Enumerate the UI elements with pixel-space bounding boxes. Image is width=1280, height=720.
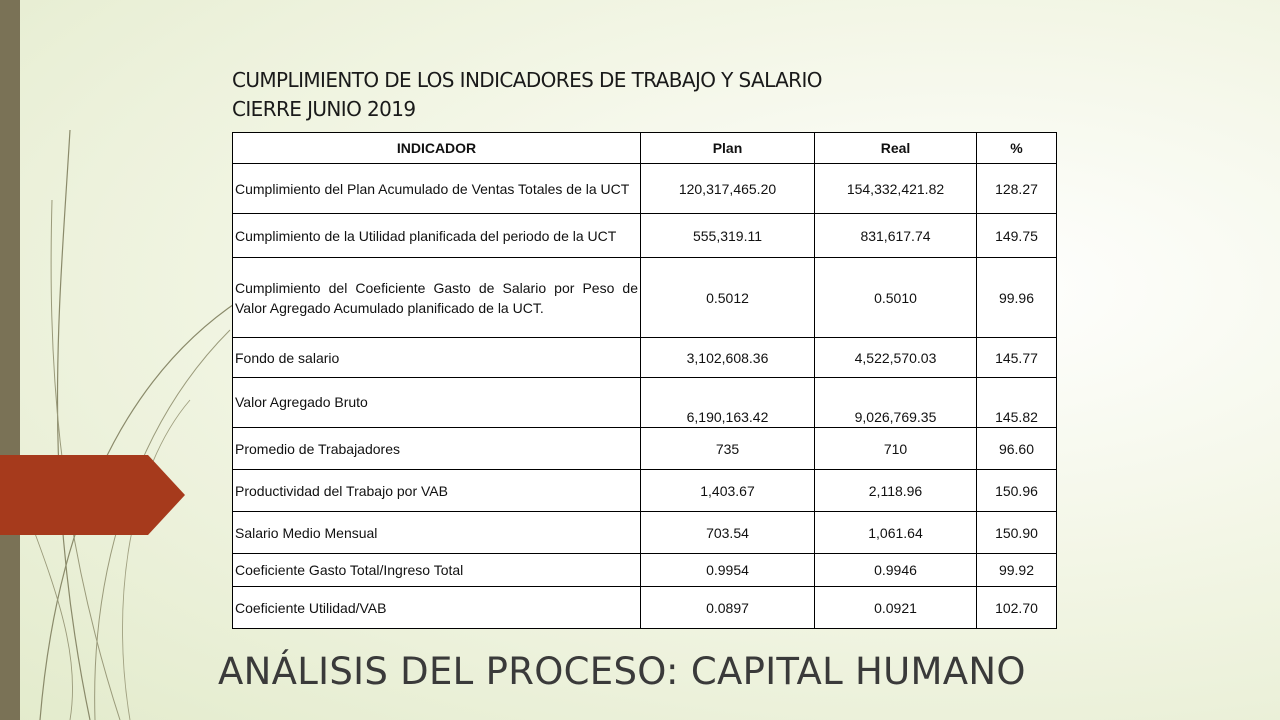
cell-indicador: Salario Medio Mensual [233,512,641,554]
table-row [233,512,1057,554]
cell-real: 831,617.74 [815,214,977,258]
cell-plan: 6,190,163.42 [641,378,815,428]
table-row [233,164,1057,214]
cell-percent: 149.75 [977,214,1057,258]
table-header-row [233,133,1057,164]
col-header-plan: Plan [641,133,815,164]
indicators-table [232,132,1057,629]
cell-indicador: Fondo de salario [233,338,641,378]
cell-real: 2,118.96 [815,470,977,512]
cell-plan: 3,102,608.36 [641,338,815,378]
cell-indicador: Coeficiente Utilidad/VAB [233,587,641,629]
cell-indicador: Valor Agregado Bruto [233,378,641,428]
cell-percent: 145.82 [977,378,1057,428]
header-subtitle: CIERRE JUNIO 2019 [232,97,416,121]
slide-header [232,66,822,124]
cell-plan: 1,403.67 [641,470,815,512]
table-row [233,378,1057,428]
table-row [233,214,1057,258]
cell-plan: 735 [641,428,815,470]
cell-percent: 145.77 [977,338,1057,378]
cell-percent: 99.96 [977,258,1057,338]
cell-percent: 128.27 [977,164,1057,214]
cell-percent: 99.92 [977,554,1057,587]
table-row [233,428,1057,470]
cell-plan: 703.54 [641,512,815,554]
cell-indicador: Coeficiente Gasto Total/Ingreso Total [233,554,641,587]
table-row [233,258,1057,338]
cell-indicador: Cumplimiento de la Utilidad planificada del periodo de la UCT [233,214,641,258]
cell-plan: 120,317,465.20 [641,164,815,214]
cell-real: 4,522,570.03 [815,338,977,378]
cell-percent: 150.96 [977,470,1057,512]
table-row [233,470,1057,512]
cell-real: 710 [815,428,977,470]
cell-real: 0.0921 [815,587,977,629]
cell-plan: 0.0897 [641,587,815,629]
cell-indicador: Productividad del Trabajo por VAB [233,470,641,512]
header-title: CUMPLIMIENTO DE LOS INDICADORES DE TRABAJO Y SALARIO [232,68,822,92]
cell-plan: 555,319.11 [641,214,815,258]
table-row [233,554,1057,587]
col-header-indicador: INDICADOR [233,133,641,164]
cell-percent: 96.60 [977,428,1057,470]
cell-indicador: Promedio de Trabajadores [233,428,641,470]
cell-plan: 0.9954 [641,554,815,587]
cell-real: 154,332,421.82 [815,164,977,214]
cell-real: 9,026,769.35 [815,378,977,428]
slide-title: ANÁLISIS DEL PROCESO: CAPITAL HUMANO [218,650,1026,693]
cell-real: 0.9946 [815,554,977,587]
cell-plan: 0.5012 [641,258,815,338]
table-row [233,587,1057,629]
col-header-real: Real [815,133,977,164]
arrow-marker [0,455,185,535]
cell-real: 1,061.64 [815,512,977,554]
col-header-percent: % [977,133,1057,164]
cell-indicador: Cumplimiento del Plan Acumulado de Ventas Totales de la UCT [233,164,641,214]
cell-percent: 102.70 [977,587,1057,629]
table-row [233,338,1057,378]
cell-indicador: Cumplimiento del Coeficiente Gasto de Salario por Peso de Valor Agregado Acumulado planificado de la UCT. [233,258,641,338]
cell-percent: 150.90 [977,512,1057,554]
cell-real: 0.5010 [815,258,977,338]
